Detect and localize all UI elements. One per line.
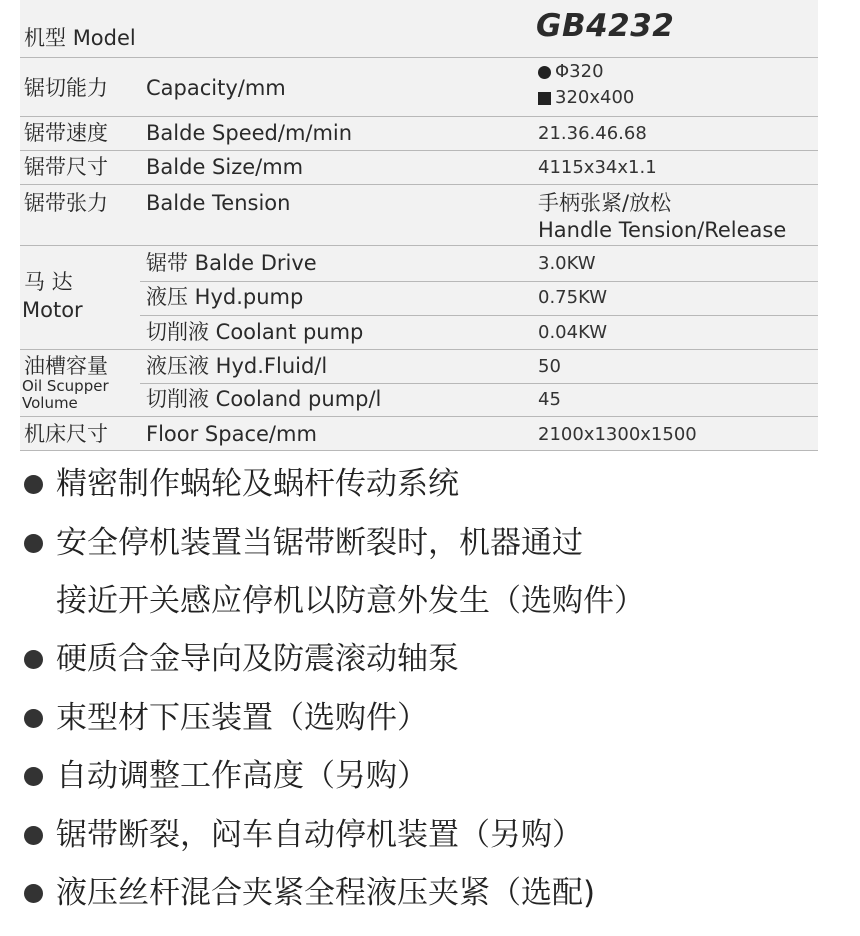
feature-text: 自动调整工作高度（另购）: [56, 758, 428, 794]
size-label-en: Balde Size/mm: [146, 155, 304, 179]
row-divider: [20, 416, 818, 417]
model-label-cn: 机型: [24, 26, 66, 50]
floor-value: 2100x1300x1500: [538, 424, 697, 445]
circle-icon: [538, 66, 551, 79]
sub-row-divider: [140, 281, 818, 282]
oil-coolant-value: 45: [538, 389, 561, 410]
motor-drive-label: 锯带 Balde Drive: [146, 251, 317, 275]
bullet-dot-icon: [24, 709, 43, 728]
oil-fluid-label: 液压液 Hyd.Fluid/l: [146, 354, 328, 378]
speed-label-cn: 锯带速度: [24, 121, 108, 145]
capacity-square: [538, 89, 634, 107]
model-label-en: Model: [72, 26, 136, 50]
model-label: [24, 28, 136, 49]
oil-label-en1: Oil Scupper: [22, 377, 109, 395]
speed-value: 21.36.46.68: [538, 123, 647, 144]
feature-item: [24, 817, 583, 853]
feature-text: 接近开关感应停机以防意外发生（选购件）: [56, 583, 645, 619]
row-divider: [20, 184, 818, 185]
row-divider: [20, 349, 818, 350]
feature-item: [24, 875, 596, 911]
feature-item: [24, 700, 428, 736]
row-divider: [20, 450, 818, 451]
tension-value-en: Handle Tension/Release: [538, 218, 787, 242]
row-divider: [20, 116, 818, 117]
capacity-square-value: 320x400: [555, 87, 635, 108]
bullet-dot-icon: [24, 767, 43, 786]
feature-text: 精密制作蜗轮及蜗杆传动系统: [56, 466, 459, 502]
motor-coolant-value: 0.04KW: [538, 322, 608, 343]
motor-pump-value: 0.75KW: [538, 287, 608, 308]
feature-text: 锯带断裂，闷车自动停机装置（另购）: [56, 817, 583, 853]
bullet-dot-icon: [24, 826, 43, 845]
oil-label-en2: Volume: [22, 394, 78, 412]
size-value: 4115x34x1.1: [538, 157, 657, 178]
square-icon: [538, 92, 551, 105]
feature-item: [24, 466, 459, 502]
tension-value-cn: 手柄张紧/放松: [538, 191, 672, 215]
capacity-label-en: Capacity/mm: [146, 76, 286, 100]
capacity-round-value: Φ320: [555, 61, 604, 82]
feature-text: 束型材下压装置（选购件）: [56, 700, 428, 736]
feature-text: 安全停机装置当锯带断裂时，机器通过: [56, 525, 583, 561]
feature-text: 硬质合金导向及防震滚动轴泵: [56, 641, 459, 677]
feature-item: [24, 641, 459, 677]
model-value: GB4232: [536, 8, 675, 44]
motor-coolant-label: 切削液 Coolant pump: [146, 320, 364, 344]
capacity-label-cn: 锯切能力: [24, 76, 108, 100]
bullet-dot-icon: [24, 884, 43, 903]
sub-row-divider: [140, 383, 818, 384]
size-label-cn: 锯带尺寸: [24, 155, 108, 179]
motor-label-en: Motor: [22, 298, 83, 322]
floor-label-cn: 机床尺寸: [24, 422, 108, 446]
sub-row-divider: [140, 315, 818, 316]
feature-text: 液压丝杆混合夹紧全程液压夹紧（选配): [56, 875, 596, 911]
feature-item-continued: [56, 583, 645, 619]
floor-label-en: Floor Space/mm: [146, 422, 317, 446]
motor-label-cn: 马 达: [24, 270, 73, 294]
row-divider: [20, 245, 818, 246]
bullet-dot-icon: [24, 475, 43, 494]
oil-coolant-label: 切削液 Cooland pump/l: [146, 387, 382, 411]
tension-label-cn: 锯带张力: [24, 191, 108, 215]
bullet-dot-icon: [24, 650, 43, 669]
capacity-round: [538, 63, 604, 81]
row-divider: [20, 57, 818, 58]
motor-pump-label: 液压 Hyd.pump: [146, 285, 304, 309]
feature-item: [24, 525, 583, 561]
row-divider: [20, 150, 818, 151]
oil-fluid-value: 50: [538, 356, 561, 377]
motor-drive-value: 3.0KW: [538, 253, 596, 274]
oil-label-cn: 油槽容量: [24, 354, 108, 378]
speed-label-en: Balde Speed/m/min: [146, 121, 353, 145]
feature-item: [24, 758, 428, 794]
bullet-dot-icon: [24, 534, 43, 553]
tension-label-en: Balde Tension: [146, 191, 291, 215]
